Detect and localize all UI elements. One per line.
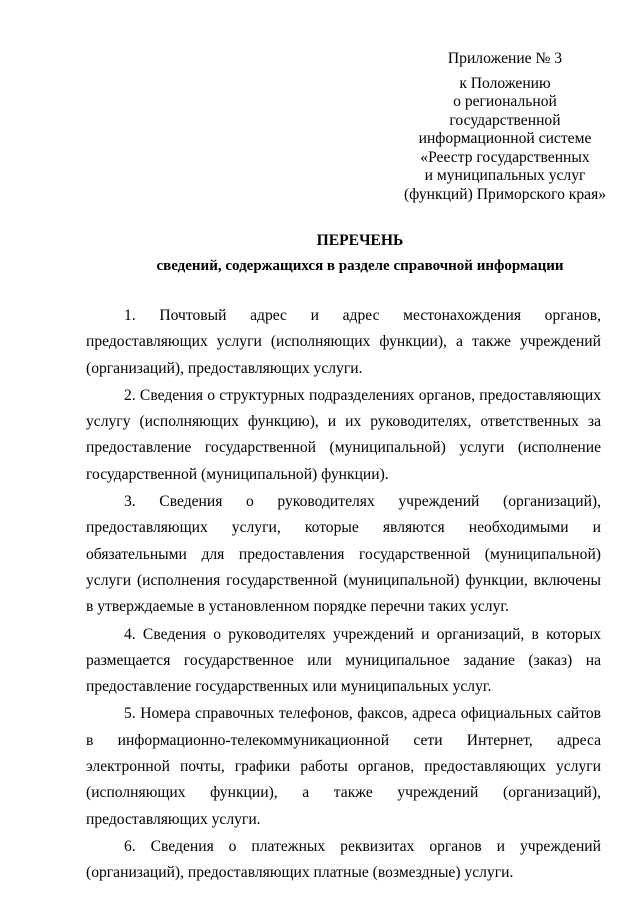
document-body: [86, 303, 601, 888]
list-item: 2. Сведения о структурных подразделениях органов, предоставляющих услугу (исполняющих функцию), и их руководителях, ответственных за предоставление государственной (муниципальной) услуги (исполнение государственной (муниципальной) функции).: [86, 386, 601, 483]
appendix-line: информационной системе: [418, 130, 592, 147]
list-item: 3. Сведения о руководителях учреждений (организаций), предоставляющих услуги, которые являются необходимыми и обязательными для предоставления государственной (муниципальной) услуги (исполнения государственной (муниципальной) функции, включены в утверждаемые в установленном порядке перечни таких услуг.: [86, 493, 601, 616]
appendix-line: к Положению: [459, 74, 551, 92]
appendix-line: государственной: [449, 111, 561, 129]
list-item: 5. Номера справочных телефонов, факсов, адреса официальных сайтов в информационно-телекоммуникационной сети Интернет, адреса электронной почты, графики работы органов, предоставляющих услуги (исполняющих функции), а также учреждений (организаций), предоставляющих услуги.: [86, 705, 601, 828]
appendix-line: о региональной: [453, 93, 557, 110]
document-subtitle: сведений, содержащихся в разделе справочной информации: [156, 258, 564, 274]
list-item: 4. Сведения о руководителях учреждений и организаций, в которых размещается государственное или муниципальное задание (заказ) на предоставление государственных или муниципальных услуг.: [86, 625, 601, 696]
list-item: 1. Почтовый адрес и адрес местонахождения органов, предоставляющих услуги (исполняющих функции), а также учреждений (организаций), предоставляющих услуги.: [86, 307, 601, 377]
appendix-line: и муниципальных услуг: [424, 167, 586, 184]
appendix-number: Приложение № 3: [447, 50, 563, 67]
appendix-line: (функций) Приморского края»: [403, 185, 607, 203]
list-item: 6. Сведения о платежных реквизитах органов и учреждений (организаций), предоставляющих платные (возмездные) услуги.: [86, 837, 601, 882]
appendix-header: [400, 50, 610, 204]
appendix-line: «Реестр государственных: [420, 148, 590, 166]
document-title: ПЕРЕЧЕНЬ: [316, 232, 404, 249]
